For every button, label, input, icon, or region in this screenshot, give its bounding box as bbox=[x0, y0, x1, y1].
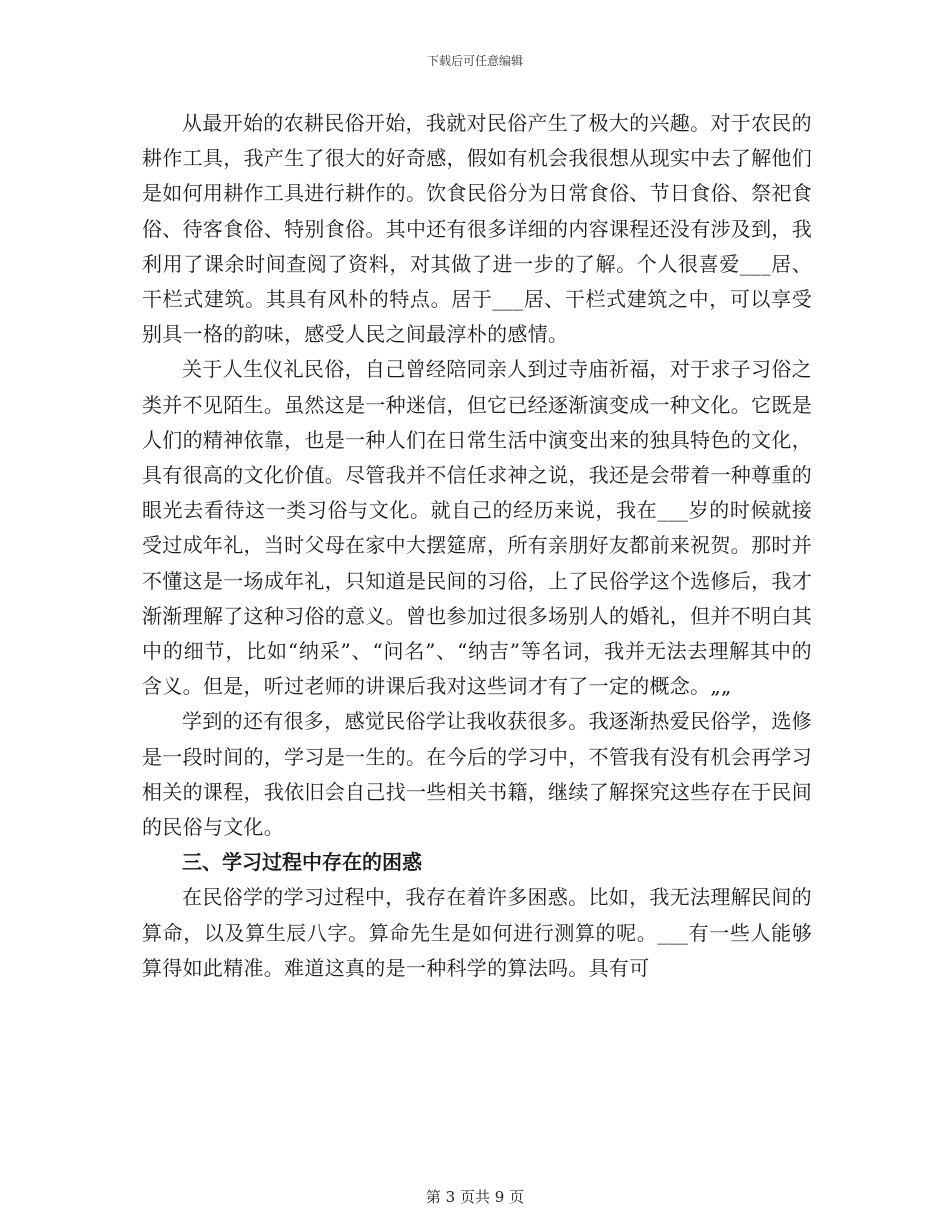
document-body bbox=[142, 106, 812, 986]
section-heading: 三、学习过程中存在的困惑 bbox=[182, 850, 422, 875]
page-header: 下载后可任意编辑 bbox=[426, 54, 523, 68]
paragraph-confusions: 在民俗学的学习过程中，我存在着许多困惑。比如，我无法理解民间的算命，以及算生辰八字。算命先生是如何进行测算的呢。___有一些人能够算得如此精准。难道这真的是一种科学的算法吗。具有可 bbox=[142, 885, 812, 980]
page-number: 第 3 页共 9 页 bbox=[425, 1188, 525, 1206]
paragraph-folk-customs: 从最开始的农耕民俗开始，我就对民俗产生了极大的兴趣。对于农民的耕作工具，我产生了很大的好奇感，假如有机会我很想从现实中去了解他们是如何用耕作工具进行耕作的。饮食民俗分为日常食俗、节日食俗、祭祀食俗、待客食俗、特别食俗。其中还有很多详细的内容课程还没有涉及到，我利用了课余时间查阅了资料，对其做了进一步的了解。个人很喜爱___居、干栏式建筑。其具有风朴的特点。居于___居、干栏式建筑之中，可以享受别具一格的韵味，感受人民之间最淳朴的感情。 bbox=[142, 111, 812, 347]
paragraph-life-rituals: 关于人生仪礼民俗，自己曾经陪同亲人到过寺庙祈福，对于求子习俗之类并不见陌生。虽然这是一种迷信，但它已经逐渐演变成一种文化。它既是人们的精神依靠，也是一种人们在日常生活中演变出来的独具特色的文化，具有很高的文化价值。尽管我并不信任求神之说，我还是会带着一种尊重的眼光去看待这一类习俗与文化。就自己的经历来说，我在___岁的时候就接受过成年礼，当时父母在家中大摆筵席，所有亲朋好友都前来祝贺。那时并不懂这是一场成年礼，只知道是民间的习俗，上了民俗学这个选修后，我才渐渐理解了这种习俗的意义。曾也参加过很多场别人的婚礼，但并不明白其中的细节，比如“纳采”、“问名”、“纳吉”等名词，我并无法去理解其中的含义。但是，听过老师的讲课后我对这些词才有了一定的概念。„„ bbox=[142, 357, 812, 699]
paragraph-learning-gains: 学到的还有很多，感觉民俗学让我收获很多。我逐渐热爱民俗学，选修是一段时间的，学习是一生的。在今后的学习中，不管我有没有机会再学习相关的课程，我依旧会自己找一些相关书籍，继续了解探究这些存在于民间的民俗与文化。 bbox=[142, 709, 812, 840]
